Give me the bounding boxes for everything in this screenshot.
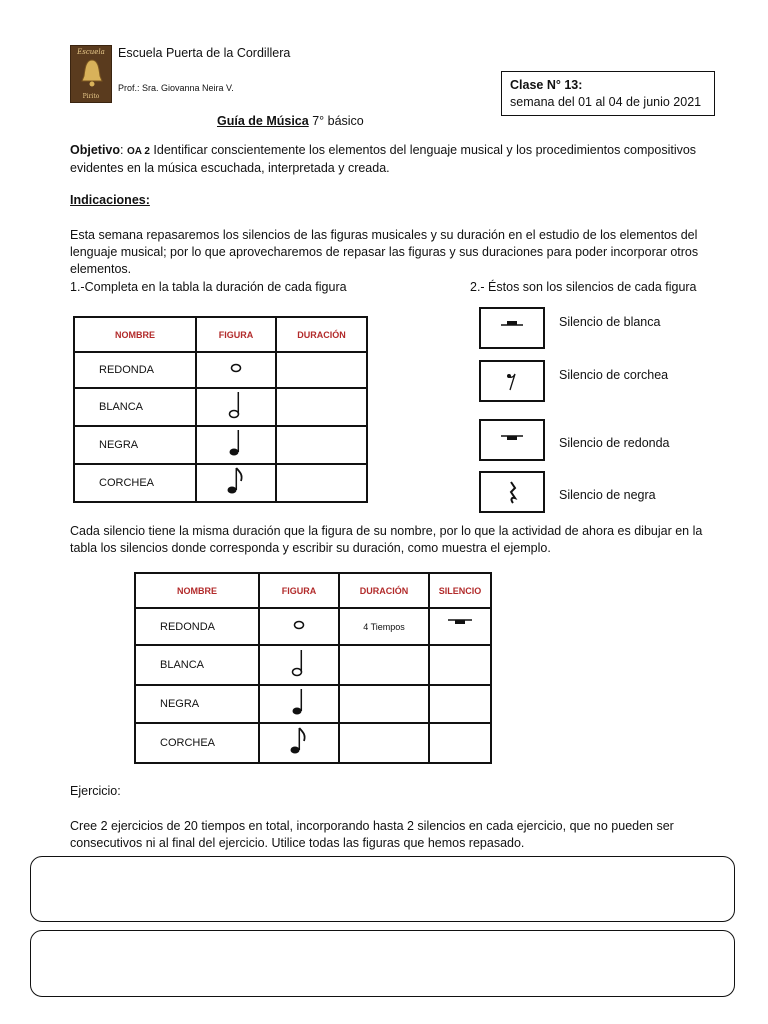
duration-cell[interactable] (276, 388, 367, 426)
table-row (74, 426, 367, 464)
whole-rest-icon (440, 615, 480, 633)
figure-cell (259, 685, 339, 723)
exercise-answer-box-2[interactable] (30, 930, 735, 997)
rest-cell[interactable] (429, 645, 491, 685)
guide-title (217, 113, 364, 130)
duration-cell[interactable] (276, 352, 367, 388)
figure-cell (259, 608, 339, 645)
whole-rest-icon (481, 421, 543, 459)
instructions-heading: Indicaciones: (70, 193, 150, 207)
rests-table (134, 572, 492, 764)
whole-note-icon (229, 362, 243, 374)
table-row (74, 388, 367, 426)
row-name: CORCHEA (135, 723, 259, 763)
quarter-note-icon (228, 428, 244, 458)
figure-cell (259, 645, 339, 685)
table-row (135, 685, 491, 723)
table-row (135, 608, 491, 645)
col-header-duracion: DURACIÓN (276, 317, 367, 352)
objective-label: Objetivo (70, 143, 121, 157)
rest-cell (429, 608, 491, 645)
col-header-nombre: NOMBRE (135, 573, 259, 608)
col-header-nombre: NOMBRE (74, 317, 196, 352)
logo-text-bottom: Pirito (82, 93, 100, 100)
figure-cell (196, 426, 276, 464)
school-logo (70, 45, 112, 103)
col-header-figura: FIGURA (196, 317, 276, 352)
eighth-note-icon (226, 466, 246, 496)
col-header-silencio: SILENCIO (429, 573, 491, 608)
half-rest-icon (481, 309, 543, 347)
school-name: Escuela Puerta de la Cordillera (118, 46, 291, 60)
exercise-text: Cree 2 ejercicios de 20 tiempos en total, incorporando hasta 2 silencios en cada ejercicio, que no pueden ser consecutivos ni al final del ejercicio. Utilice todas las figuras que hemos repasado. (70, 819, 674, 850)
instructions-paragraph: Esta semana repasaremos los silencios de las figuras musicales y su duración en el estudio de los elementos del lenguaje musical; por lo que aprovecharemos de repasar las figuras y sus duraciones para poder incorporar otros elementos. (70, 228, 699, 276)
table-row (135, 645, 491, 685)
objective-text: Identificar conscientemente los elementos del lenguaje musical y los procedimientos compositivos evidentes en la música escuchada, interpretada y creada. (70, 143, 697, 175)
rest-label: Silencio de blanca (559, 315, 661, 329)
row-name: REDONDA (74, 352, 196, 388)
rest-label: Silencio de corchea (559, 368, 669, 382)
eighth-note-icon (289, 726, 309, 756)
activity-text: Cada silencio tiene la misma duración que la figura de su nombre, por lo que la actividad de ahora es dibujar en la tabla los silencios donde corresponda y escribir su duración, como muestra el ejemplo. (70, 524, 703, 555)
duration-cell[interactable] (339, 645, 429, 685)
quarter-rest-icon (481, 473, 543, 511)
col-header-duracion: DURACIÓN (339, 573, 429, 608)
duration-cell[interactable] (339, 685, 429, 723)
step-1-text: 1.-Completa en la tabla la duración de cada figura (70, 280, 347, 294)
table-row (74, 464, 367, 502)
class-info-box (501, 71, 715, 116)
figure-cell (196, 352, 276, 388)
duration-cell: 4 Tiempos (339, 608, 429, 645)
figure-cell (196, 388, 276, 426)
table-row (74, 352, 367, 388)
quarter-note-icon (291, 687, 307, 717)
col-header-figura: FIGURA (259, 573, 339, 608)
duration-cell[interactable] (276, 464, 367, 502)
row-name: CORCHEA (74, 464, 196, 502)
rest-box (479, 307, 545, 349)
teacher-name: Prof.: Sra. Giovanna Neira V. (118, 83, 234, 93)
rest-cell[interactable] (429, 723, 491, 763)
class-week: semana del 01 al 04 de junio 2021 (510, 95, 702, 109)
logo-text-top: Escuela (77, 48, 105, 56)
duration-cell[interactable] (276, 426, 367, 464)
half-note-icon (228, 390, 244, 420)
guide-title-text: Guía de Música (217, 114, 309, 128)
eighth-rest-icon (481, 362, 543, 400)
objective: Objetivo: OA 2 Identificar conscientemente los elementos del lenguaje musical y los procedimientos compositivos evidentes en la música escuchada, interpretada y creada. (70, 143, 697, 175)
rest-label: Silencio de negra (559, 488, 656, 502)
row-name: REDONDA (135, 608, 259, 645)
figure-cell (259, 723, 339, 763)
row-name: NEGRA (74, 426, 196, 464)
rest-cell[interactable] (429, 685, 491, 723)
rest-box (479, 419, 545, 461)
bell-icon (80, 58, 104, 88)
half-note-icon (291, 648, 307, 678)
exercise-label: Ejercicio: (70, 784, 121, 798)
row-name: BLANCA (135, 645, 259, 685)
grade: 7° básico (312, 114, 364, 128)
exercise-answer-box-1[interactable] (30, 856, 735, 922)
table-row (135, 723, 491, 763)
objective-code: OA 2 (126, 146, 150, 157)
duration-cell[interactable] (339, 723, 429, 763)
rest-label: Silencio de redonda (559, 436, 670, 450)
row-name: BLANCA (74, 388, 196, 426)
rest-box (479, 471, 545, 513)
row-name: NEGRA (135, 685, 259, 723)
rest-box (479, 360, 545, 402)
whole-note-icon (292, 619, 306, 631)
step-2-text: 2.- Éstos son los silencios de cada figura (470, 280, 697, 294)
class-number: Clase N° 13: (510, 78, 583, 92)
figure-cell (196, 464, 276, 502)
durations-table (73, 316, 368, 503)
